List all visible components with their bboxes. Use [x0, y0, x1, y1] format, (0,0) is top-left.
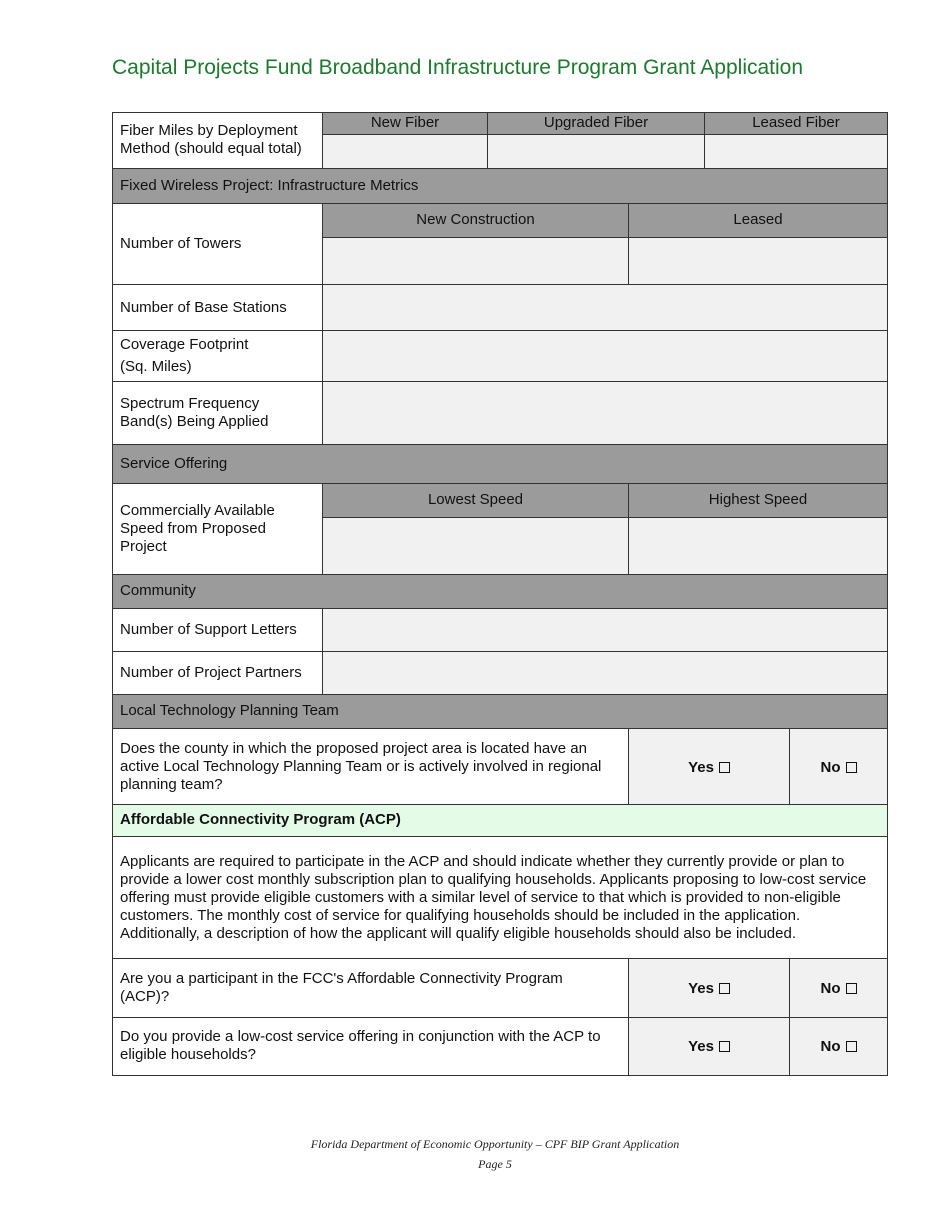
towers-leased-input[interactable] — [628, 237, 888, 285]
lowest-speed-header: Lowest Speed — [427, 491, 524, 508]
ltpt-yes-checkbox[interactable] — [628, 759, 790, 776]
partners-input[interactable] — [322, 651, 888, 695]
upgraded-fiber-header: Upgraded Fiber — [543, 114, 649, 131]
speed-label: Commercially Available Speed from Proposed Project — [120, 502, 275, 555]
support-letters-label: Number of Support Letters — [120, 621, 297, 638]
highest-speed-header: Highest Speed — [708, 491, 808, 508]
acp-q1-yes-checkbox[interactable] — [628, 980, 790, 997]
acp-q2-no-label: No — [820, 1038, 841, 1055]
acp-header: Affordable Connectivity Program (ACP) — [120, 811, 401, 828]
community-header-cell — [112, 574, 888, 609]
service-offering-header-cell — [112, 444, 888, 484]
towers-leased-header: Leased — [733, 211, 783, 228]
checkbox-icon[interactable] — [719, 983, 730, 994]
acp-q2-no-checkbox[interactable] — [789, 1038, 888, 1055]
leased-fiber-input[interactable] — [704, 134, 888, 169]
base-stations-label: Number of Base Stations — [120, 299, 287, 316]
coverage-label-line2: (Sq. Miles) — [120, 358, 192, 375]
towers-label: Number of Towers — [120, 235, 242, 252]
partners-label: Number of Project Partners — [120, 664, 302, 681]
acp-q2-yes-label: Yes — [688, 1038, 714, 1055]
ltpt-question: Does the county in which the proposed project area is located have an active Local Technology Planning Team or is actively involved in regional planning team? — [120, 740, 602, 793]
spectrum-label: Spectrum Frequency Band(s) Being Applied — [120, 395, 269, 430]
fixed-wireless-header: Fixed Wireless Project: Infrastructure Metrics — [120, 177, 419, 194]
support-letters-input[interactable] — [322, 608, 888, 652]
checkbox-icon[interactable] — [719, 762, 730, 773]
checkbox-icon[interactable] — [846, 762, 857, 773]
ltpt-yes-label: Yes — [688, 759, 714, 776]
acp-q2: Do you provide a low-cost service offering in conjunction with the ACP to eligible households? — [120, 1028, 601, 1063]
lowest-speed-input[interactable] — [322, 517, 629, 575]
acp-q1-no-label: No — [820, 980, 841, 997]
upgraded-fiber-input[interactable] — [487, 134, 705, 169]
acp-q1: Are you a participant in the FCC's Affordable Connectivity Program (ACP)? — [120, 970, 563, 1005]
base-stations-input[interactable] — [322, 284, 888, 331]
checkbox-icon[interactable] — [719, 1041, 730, 1052]
leased-fiber-header: Leased Fiber — [752, 114, 840, 131]
page-title: Capital Projects Fund Broadband Infrastructure Program Grant Application — [112, 56, 804, 79]
community-header: Community — [120, 582, 196, 599]
checkbox-icon[interactable] — [846, 1041, 857, 1052]
ltpt-no-label: No — [820, 759, 841, 776]
highest-speed-input[interactable] — [628, 517, 888, 575]
ltpt-header: Local Technology Planning Team — [120, 702, 339, 719]
footer-line1: Florida Department of Economic Opportunity – CPF BIP Grant Application — [310, 1137, 680, 1151]
acp-q1-yes-label: Yes — [688, 980, 714, 997]
fiber-miles-label: Fiber Miles by Deployment Method (should equal total) — [120, 122, 302, 157]
new-construction-header: New Construction — [416, 211, 535, 228]
towers-new-construction-input[interactable] — [322, 237, 629, 285]
acp-q1-no-checkbox[interactable] — [789, 980, 888, 997]
new-fiber-header: New Fiber — [370, 114, 440, 131]
acp-q2-yes-checkbox[interactable] — [628, 1038, 790, 1055]
ltpt-no-checkbox[interactable] — [789, 759, 888, 776]
acp-description: Applicants are required to participate in the ACP and should indicate whether they currently provide or plan to provide a lower cost monthly subscription plan to qualifying households. Applicants proposing to low-cost service offering must provide eligible customers with a similar level of service to that which is provided to non-eligible customers. The monthly cost of service for qualifying households should be included in the application. Additionally, a description of how the applicant will qualify eligible households should also be included. — [120, 853, 867, 942]
coverage-label-line1: Coverage Footprint — [120, 336, 249, 353]
coverage-input[interactable] — [322, 330, 888, 382]
new-fiber-input[interactable] — [322, 134, 488, 169]
footer-page-number: Page 5 — [478, 1157, 512, 1171]
service-offering-header: Service Offering — [120, 455, 228, 472]
checkbox-icon[interactable] — [846, 983, 857, 994]
spectrum-input[interactable] — [322, 381, 888, 445]
